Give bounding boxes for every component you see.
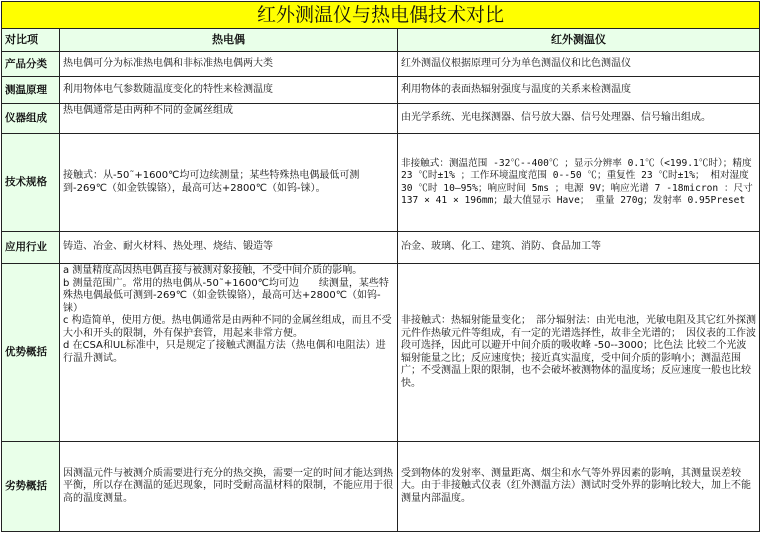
- header-thermocouple: 热电偶: [60, 29, 398, 52]
- infrared-cell: 利用物体的表面热辐射强度与温度的关系来检测温度: [398, 77, 760, 104]
- thermocouple-cell: 接触式：从-50˜+1600℃均可边续测量；某些特殊热电偶最低可测到-269℃（如金铁镍铬），最高可达+2800℃（如钨-铼）。: [60, 134, 398, 232]
- row-label: 劣势概括: [2, 442, 60, 532]
- thermocouple-cell: [60, 264, 398, 442]
- table-row: [2, 52, 760, 77]
- advantage-item: d 在CSA和UL标准中，只是规定了接触式测温方法（热电偶和电阻法）进行温升测试。: [63, 340, 386, 364]
- table-title: 红外测温仪与热电偶技术对比: [2, 2, 760, 29]
- infrared-cell: 由光学系统、光电探测器、信号放大器、信号处理器、信号输出组成。: [398, 104, 760, 134]
- table-row: [2, 442, 760, 532]
- thermocouple-cell: 铸造、冶金、耐火材料、热处理、烧结、锻造等: [60, 232, 398, 264]
- row-label: 优势概括: [2, 264, 60, 442]
- row-label: 仪器组成: [2, 104, 60, 134]
- comparison-table: [1, 1, 760, 532]
- row-label: 测温原理: [2, 77, 60, 104]
- advantage-item: b 测量范围广。常用的热电偶从-50˜+1600℃均可边 续测量，某些特殊热电偶最低可测到-269℃（如金铁镍铬），最高可达+2800℃（如钨-铼）: [63, 277, 389, 314]
- infrared-cell: 冶金、玻璃、化工、建筑、消防、食品加工等: [398, 232, 760, 264]
- row-label: 产品分类: [2, 52, 60, 77]
- table-row: [2, 134, 760, 232]
- header-item: 对比项: [2, 29, 60, 52]
- thermocouple-cell: 热电偶可分为标准热电偶和非标准热电偶两大类: [60, 52, 398, 77]
- thermocouple-cell: 利用物体电气参数随温度变化的特性来检测温度: [60, 77, 398, 104]
- infrared-cell: 受到物体的发射率、测量距离、烟尘和水气等外界因素的影响，其测量误差较大。由于非接触式仪表（红外测温方法）测试时受外界的影响比较大，加上不能测量内部温度。: [398, 442, 760, 532]
- row-label: 技术规格: [2, 134, 60, 232]
- infrared-cell: 非接触式：测温范围 -32℃--400℃ ；显示分辨率 0.1℃（<199.1℃时）；精度 23 ℃时±1% ；工作环境温度范围 0--50 ℃；重复性 23 ℃时±1%； 相对湿度 30 ℃时 10—95%；响应时间 5ms ；电源 9V；响应光谱 7 -18micron ：尺寸 137 × 41 × 196mm；最大值显示 Have； 重量 270g；发射率 0.95Preset: [398, 134, 760, 232]
- infrared-cell: 红外测温仪根据原理可分为单色测温仪和比色测温仪: [398, 52, 760, 77]
- advantage-item: c 构造简单，使用方便。热电偶通常是由两种不同的金属丝组成，而且不受大小和开头的限制，外有保护套管，用起来非常方便。: [63, 315, 392, 339]
- table-row: [2, 264, 760, 442]
- table-row: [2, 77, 760, 104]
- header-infrared: 红外测温仪: [398, 29, 760, 52]
- thermocouple-cell: 因测温元件与被测介质需要进行充分的热交换，需要一定的时间才能达到热平衡，所以存在测温的延迟现象，同时受耐高温材料的限制，不能应用于很高的温度测量。: [60, 442, 398, 532]
- row-label: 应用行业: [2, 232, 60, 264]
- advantage-item: a 测量精度高因热电偶直接与被测对象接触，不受中间介质的影响。: [63, 265, 363, 276]
- table-row: [2, 104, 760, 134]
- infrared-cell: 非接触式：热辐射能量变化； 部分辐射法：由光电池，光敏电阻及其它红外探测元件作热敏元件等组成，有一定的光谱选择性，故非全光谱的； 因仪表的工作波段可选择，因此可以避开中间介质的吸收峰 -50--3000；比色法 比较二个光波辐射能量之比；反应速度快；接近真实温度，受中间介质的影响小；测温范围广；不受测温上限的限制，也不会破坏被测物体的温度场；反应速度一般也比较快。: [398, 264, 760, 442]
- table-row: [2, 232, 760, 264]
- thermocouple-cell: 热电偶通常是由两种不同的金属丝组成: [60, 104, 398, 134]
